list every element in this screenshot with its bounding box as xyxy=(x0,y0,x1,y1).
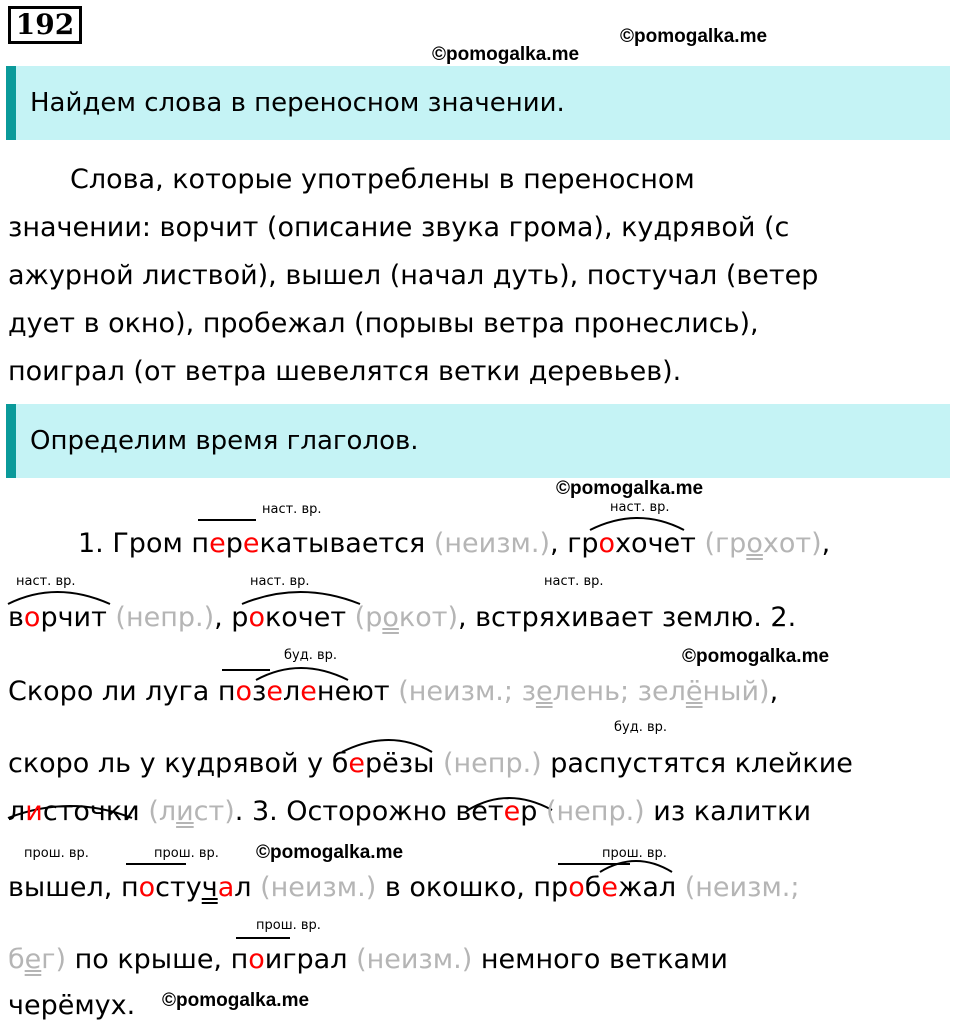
analysis-line-1: 1. Гром перекатывается (неизм.), грохочет (грохот), xyxy=(78,528,831,559)
tense-note: буд. вр. xyxy=(614,720,668,735)
paragraph-line: поиграл (от ветра шевелятся ветки деревьев). xyxy=(8,356,682,387)
tense-note: наст. вр. xyxy=(610,500,670,515)
tense-note: прош. вр. xyxy=(24,846,89,861)
exercise-number: 192 xyxy=(8,6,82,44)
tense-note: наст. вр. xyxy=(250,574,310,589)
analysis-line-7: бег) по крыше, поиграл (неизм.) немного ветками xyxy=(8,944,728,975)
analysis-line-6: вышел, постучал (неизм.) в окошко, пробежал (неизм.; xyxy=(8,872,800,903)
watermark: ©pomogalka.me xyxy=(432,44,580,65)
tense-note: прош. вр. xyxy=(602,846,667,861)
paragraph-line: Слова, которые употреблены в переносном xyxy=(70,164,695,195)
tense-note: наст. вр. xyxy=(262,502,322,517)
analysis-line-2: ворчит (непр.), рокочет (рокот), встряхивает землю. 2. xyxy=(8,602,797,633)
tense-note: буд. вр. xyxy=(284,648,338,663)
watermark: ©pomogalka.me xyxy=(256,842,404,863)
analysis-line-8: черёмух. xyxy=(8,990,136,1021)
tense-note: прош. вр. xyxy=(256,918,321,933)
section-title: Определим время глаголов. xyxy=(30,426,419,456)
tense-note: наст. вр. xyxy=(544,574,604,589)
watermark: ©pomogalka.me xyxy=(620,26,768,47)
analysis-line-3: Скоро ли луга позеленеют (неизм.; зелень; зелёный), xyxy=(8,676,779,707)
tense-note: прош. вр. xyxy=(154,846,219,861)
paragraph-line: ажурной листвой), вышел (начал дуть), постучал (ветер xyxy=(8,260,819,291)
watermark: ©pomogalka.me xyxy=(682,646,830,667)
section-banner-figurative xyxy=(6,66,950,140)
paragraph-line: дует в окно), пробежал (порывы ветра пронеслись), xyxy=(8,308,759,339)
analysis-line-4: скоро ль у кудрявой у берёзы (непр.) распустятся клейкие xyxy=(8,748,853,779)
watermark: ©pomogalka.me xyxy=(162,990,310,1011)
section-title: Найдем слова в переносном значении. xyxy=(30,88,565,118)
analysis-line-5: листочки (лист). 3. Осторожно ветер (непр.) из калитки xyxy=(8,796,812,827)
section-banner-tense xyxy=(6,404,950,478)
watermark: ©pomogalka.me xyxy=(556,478,704,499)
paragraph-line: значении: ворчит (описание звука грома), кудрявой (с xyxy=(8,212,790,243)
tense-note: наст. вр. xyxy=(16,574,76,589)
